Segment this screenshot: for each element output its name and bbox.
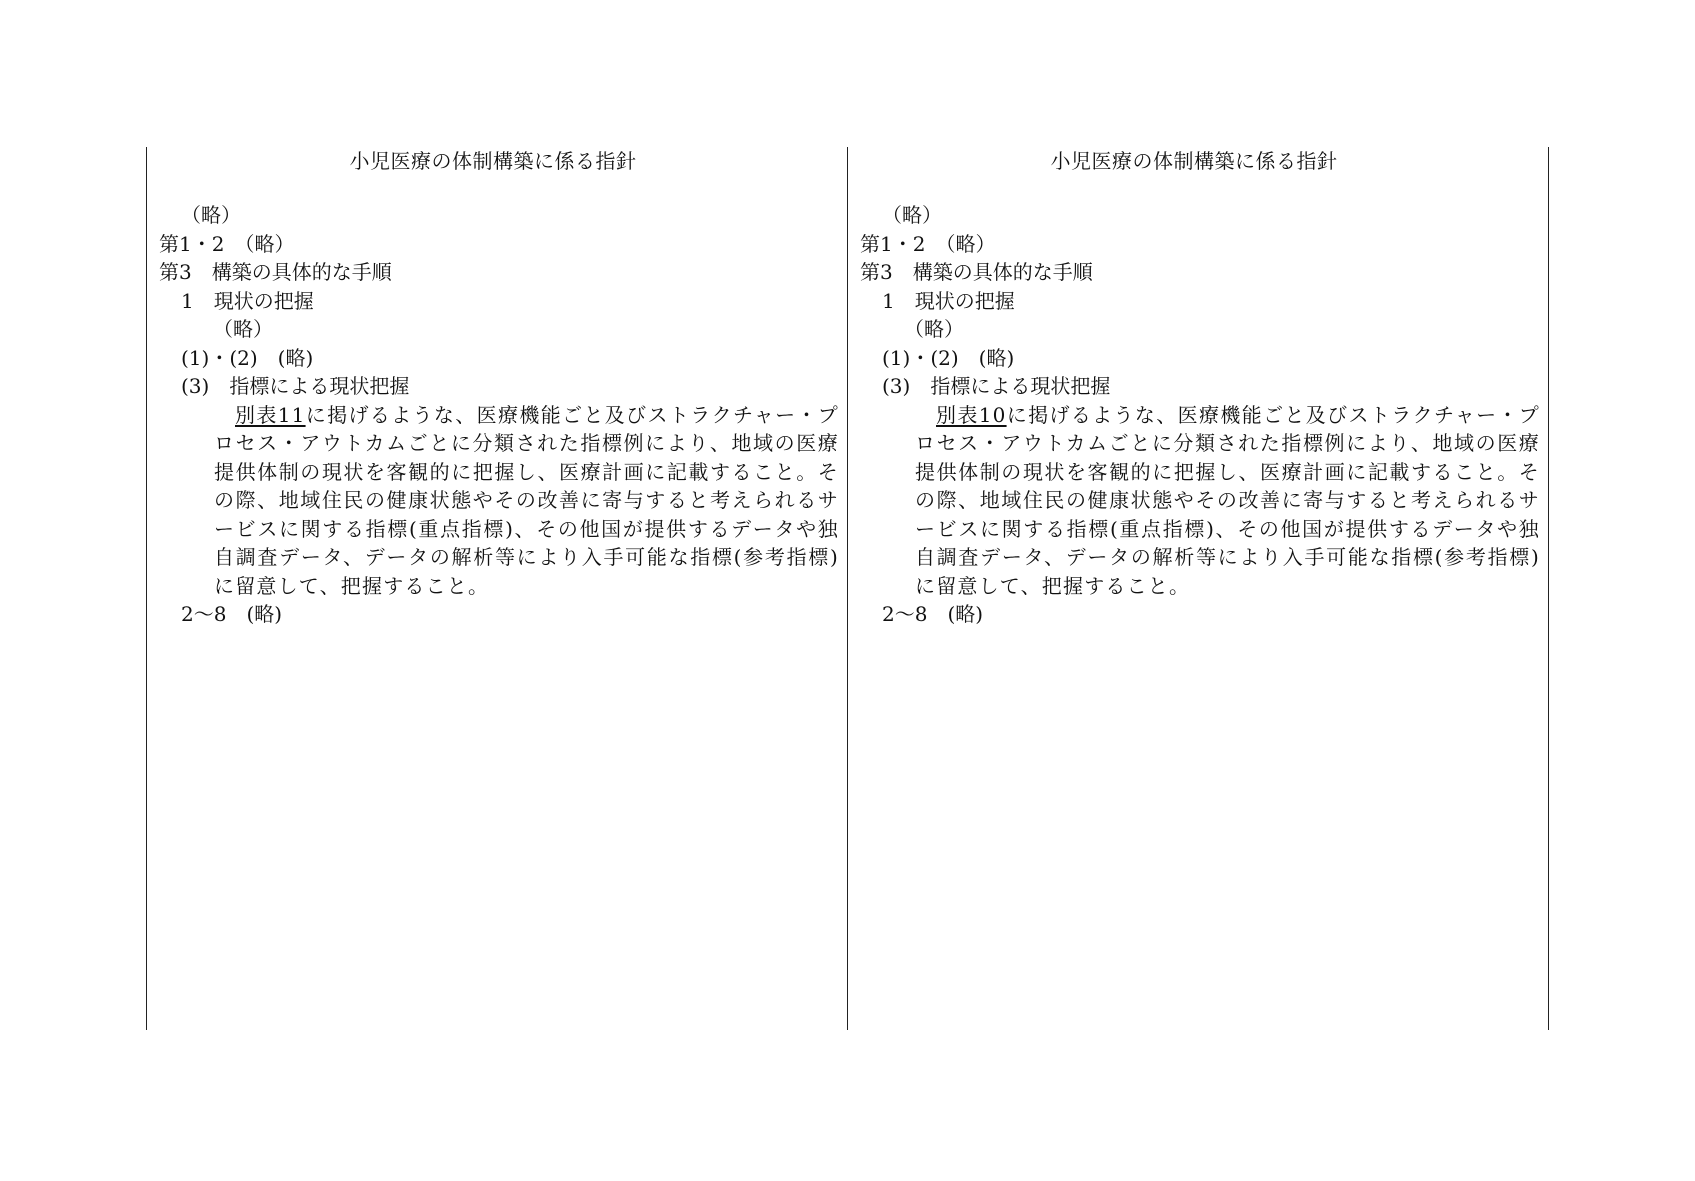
left-table-reference: 別表11 [235,402,306,427]
right-item-1-2: (1)・(2) (略) [882,345,1015,370]
left-section-1-2: 第1・2 （略） [159,231,295,256]
left-item-1-2: (1)・(2) (略) [181,345,314,370]
left-title: 小児医療の体制構築に係る指針 [349,149,637,173]
right-item-1-ryaku: （略） [904,317,964,341]
left-paragraph-text: に掲げるような、医療機能ごと及びストラクチャー・プロセス・アウトカムごとに分類された指標例により、地域の医療提供体制の現状を客観的に把握し、医療計画に記載すること。その際、地域住民の健康状態やその改善に寄与すると考えられるサービスに関する指標(重点指標)、その他国が提供するデータや独自調査データ、データの解析等により入手可能な指標(参考指標)に留意して、把握すること。 [214,402,839,598]
right-item-2-8: 2～8 (略) [882,602,984,626]
right-section-1-2: 第1・2 （略） [860,231,996,256]
right-column-border [1548,147,1549,1030]
left-item-3-heading: (3) 指標による現状把握 [181,374,410,398]
right-item-3-heading: (3) 指標による現状把握 [882,374,1111,398]
left-section-3-heading: 第3 構築の具体的な手順 [159,260,392,284]
left-column-border [146,147,147,1030]
right-title: 小児医療の体制構築に係る指針 [1050,149,1338,173]
right-ryaku: （略） [882,203,942,227]
left-item-1-ryaku: （略） [213,317,273,341]
right-paragraph-text: に掲げるような、医療機能ごと及びストラクチャー・プロセス・アウトカムごとに分類された指標例により、地域の医療提供体制の現状を客観的に把握し、医療計画に記載すること。その際、地域住民の健康状態やその改善に寄与すると考えられるサービスに関する指標(重点指標)、その他国が提供するデータや独自調査データ、データの解析等により入手可能な指標(参考指標)に留意して、把握すること。 [915,402,1540,598]
right-item-1-heading: 1 現状の把握 [882,288,1015,313]
left-ryaku: （略） [181,203,241,227]
left-column [159,147,839,629]
right-section-3-heading: 第3 構築の具体的な手順 [860,260,1093,284]
left-item-1-heading: 1 現状の把握 [181,288,314,313]
left-item-3-paragraph [214,401,839,601]
left-item-2-8: 2～8 (略) [181,602,283,626]
center-divider [847,147,848,1030]
right-column [860,147,1540,629]
right-table-reference: 別表10 [936,402,1007,427]
right-item-3-paragraph [915,401,1540,601]
